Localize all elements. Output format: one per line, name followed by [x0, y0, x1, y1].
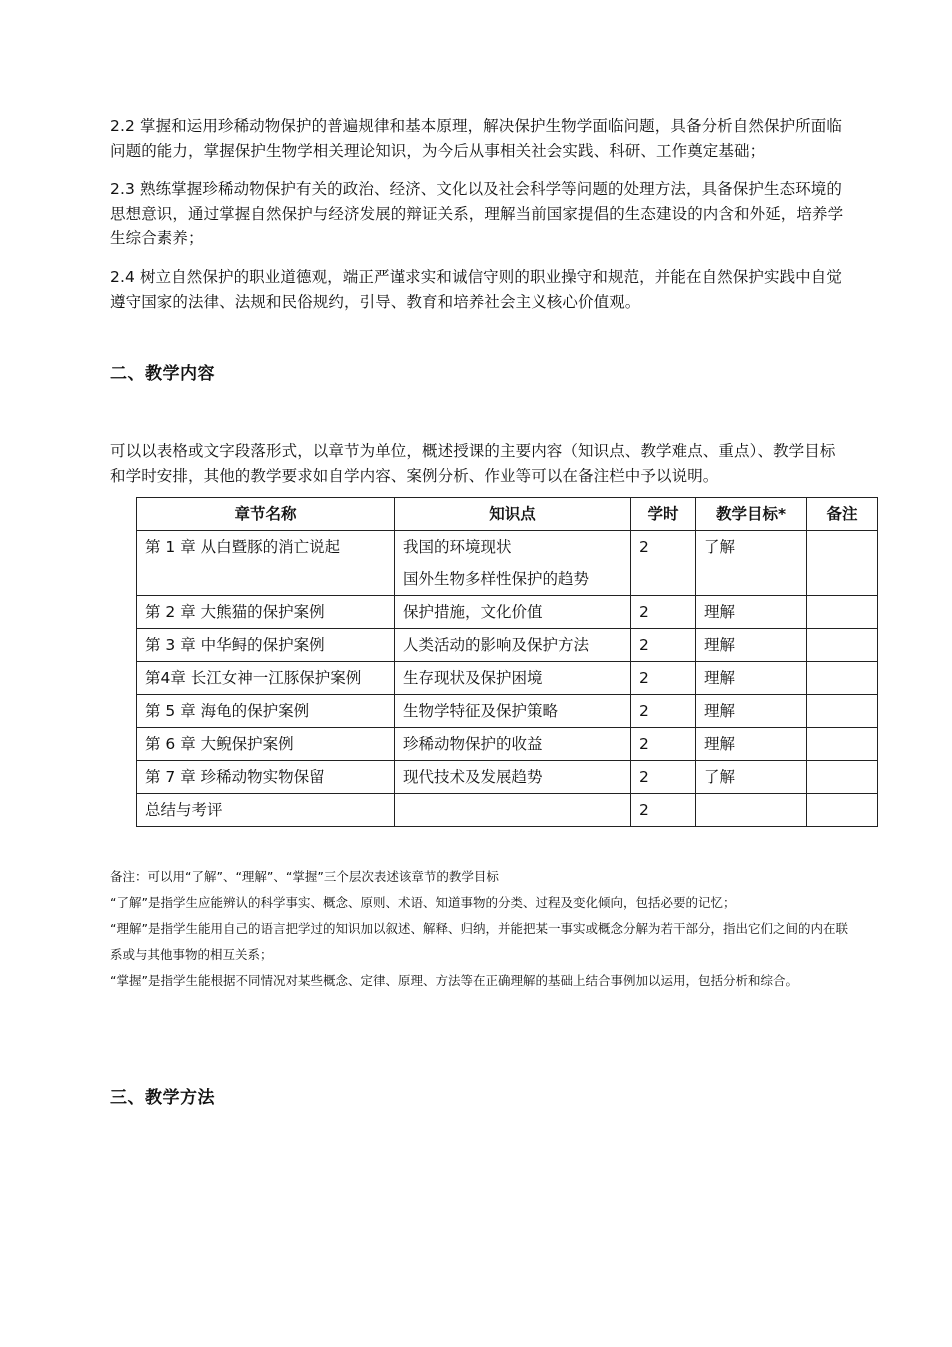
- section-heading-teaching-content: 二、教学内容: [110, 364, 215, 384]
- course-table: [136, 497, 878, 827]
- cell-chapter: 第 3 章 中华鲟的保护案例: [137, 629, 395, 662]
- cell-hours: 2: [631, 662, 696, 695]
- cell-knowledge-points: 现代技术及发展趋势: [395, 761, 631, 794]
- table-notes: [110, 864, 850, 994]
- cell-goal: 理解: [696, 629, 807, 662]
- table-header-row: [137, 498, 878, 531]
- cell-hours: 2: [631, 531, 696, 596]
- cell-hours: 2: [631, 761, 696, 794]
- cell-hours: 2: [631, 794, 696, 827]
- header-remarks: 备注: [807, 498, 878, 531]
- cell-hours: 2: [631, 695, 696, 728]
- table-row: [137, 761, 878, 794]
- cell-knowledge-points: 生存现状及保护困境: [395, 662, 631, 695]
- cell-hours: 2: [631, 728, 696, 761]
- table-row: [137, 629, 878, 662]
- note-line: “掌握”是指学生能根据不同情况对某些概念、定律、原理、方法等在正确理解的基础上结合事例加以运用，包括分析和综合。: [110, 973, 798, 988]
- objective-2-2: 2.2 掌握和运用珍稀动物保护的普遍规律和基本原理，解决保护生物学面临问题，具备分析自然保护所面临问题的能力，掌握保护生物学相关理论知识，为今后从事相关社会实践、科研、工作奠定基础；: [110, 117, 842, 160]
- table-row: [137, 596, 878, 629]
- cell-goal: 理解: [696, 695, 807, 728]
- cell-chapter: 第4章 长江女神一江豚保护案例: [137, 662, 395, 695]
- note-line: 备注：可以用“了解”、“理解”、“掌握”三个层次表述该章节的教学目标: [110, 869, 499, 884]
- cell-chapter: 第 6 章 大鲵保护案例: [137, 728, 395, 761]
- cell-chapter: 第 1 章 从白暨豚的消亡说起: [137, 531, 395, 596]
- cell-chapter: 第 5 章 海龟的保护案例: [137, 695, 395, 728]
- table-row: [137, 662, 878, 695]
- section-heading-teaching-methods: 三、教学方法: [110, 1088, 215, 1108]
- cell-knowledge-points: 保护措施，文化价值: [395, 596, 631, 629]
- table-row: [137, 695, 878, 728]
- cell-remarks: [807, 662, 878, 695]
- cell-chapter: 第 7 章 珍稀动物实物保留: [137, 761, 395, 794]
- cell-hours: 2: [631, 596, 696, 629]
- knowledge-point: 国外生物多样性保护的趋势: [403, 570, 590, 588]
- cell-remarks: [807, 531, 878, 596]
- cell-knowledge-points: [395, 531, 631, 596]
- cell-goal: 理解: [696, 728, 807, 761]
- cell-knowledge-points: 人类活动的影响及保护方法: [395, 629, 631, 662]
- objective-2-4: 2.4 树立自然保护的职业道德观，端正严谨求实和诚信守则的职业操守和规范，并能在自然保护实践中自觉遵守国家的法律、法规和民俗规约，引导、教育和培养社会主义核心价值观。: [110, 268, 842, 311]
- objective-2-3: 2.3 熟练掌握珍稀动物保护有关的政治、经济、文化以及社会科学等问题的处理方法，具备保护生态环境的思想意识，通过掌握自然保护与经济发展的辩证关系，理解当前国家提倡的生态建设的内含和外延，培养学生综合素养；: [110, 180, 844, 247]
- table-row: [137, 794, 878, 827]
- cell-remarks: [807, 728, 878, 761]
- table-row: [137, 531, 878, 596]
- cell-remarks: [807, 761, 878, 794]
- note-line: “理解”是指学生能用自己的语言把学过的知识加以叙述、解释、归纳，并能把某一事实或概念分解为若干部分，指出它们之间的内在联系或与其他事物的相互关系；: [110, 921, 848, 962]
- note-line: “了解”是指学生应能辨认的科学事实、概念、原则、术语、知道事物的分类、过程及变化倾向，包括必要的记忆；: [110, 895, 736, 910]
- cell-remarks: [807, 596, 878, 629]
- table-row: [137, 728, 878, 761]
- header-teaching-goal: 教学目标*: [696, 498, 807, 531]
- cell-goal: 了解: [696, 761, 807, 794]
- cell-goal: 了解: [696, 531, 807, 596]
- cell-knowledge-points: [395, 794, 631, 827]
- knowledge-point: 我国的环境现状: [403, 538, 512, 556]
- cell-remarks: [807, 629, 878, 662]
- cell-goal: 理解: [696, 596, 807, 629]
- cell-remarks: [807, 695, 878, 728]
- cell-knowledge-points: 生物学特征及保护策略: [395, 695, 631, 728]
- cell-knowledge-points: 珍稀动物保护的收益: [395, 728, 631, 761]
- section-intro: 可以以表格或文字段落形式，以章节为单位，概述授课的主要内容（知识点、教学难点、重点）、教学目标和学时安排，其他的教学要求如自学内容、案例分析、作业等可以在备注栏中予以说明。: [110, 442, 836, 485]
- header-hours: 学时: [631, 498, 696, 531]
- cell-goal: 理解: [696, 662, 807, 695]
- cell-hours: 2: [631, 629, 696, 662]
- cell-goal: [696, 794, 807, 827]
- cell-remarks: [807, 794, 878, 827]
- cell-chapter: 第 2 章 大熊猫的保护案例: [137, 596, 395, 629]
- cell-chapter: 总结与考评: [137, 794, 395, 827]
- header-knowledge-points: 知识点: [395, 498, 631, 531]
- header-chapter: 章节名称: [137, 498, 395, 531]
